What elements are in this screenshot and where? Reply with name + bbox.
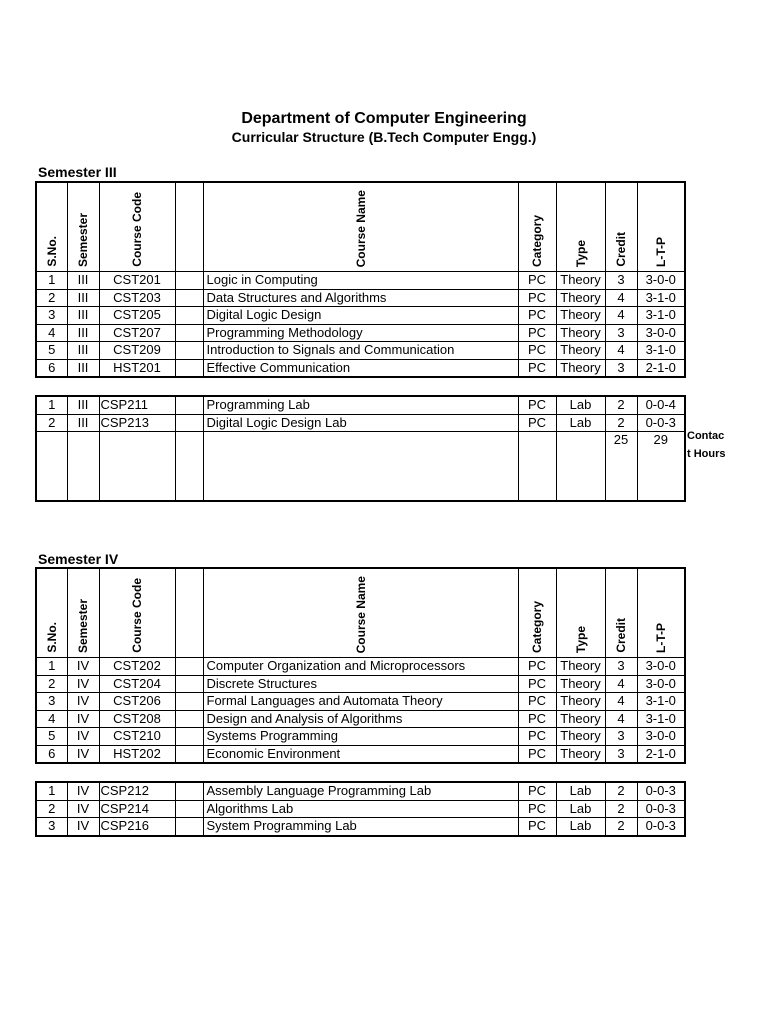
cell-sno: 6 bbox=[36, 359, 67, 377]
cell-semester: III bbox=[67, 359, 99, 377]
cell-credit: 4 bbox=[605, 342, 637, 360]
header-sno: S.No. bbox=[44, 622, 59, 653]
cell-course-name: Programming Lab bbox=[203, 396, 518, 414]
cell-blank bbox=[175, 396, 203, 414]
header-type: Type bbox=[573, 239, 588, 267]
cell-semester: IV bbox=[67, 728, 99, 746]
cell-semester: IV bbox=[67, 745, 99, 763]
table-row bbox=[36, 800, 685, 818]
cell-category: PC bbox=[518, 414, 556, 432]
cell-course-name: Discrete Structures bbox=[203, 675, 518, 693]
header-category: Category bbox=[530, 214, 544, 267]
cell-semester: III bbox=[67, 342, 99, 360]
cell-ltp: 2-1-0 bbox=[637, 745, 685, 763]
cell-credit: 3 bbox=[605, 324, 637, 342]
cell-category: PC bbox=[518, 324, 556, 342]
cell-sno: 1 bbox=[36, 396, 67, 414]
cell-course-code: CSP216 bbox=[99, 818, 175, 836]
cell-credit: 2 bbox=[605, 396, 637, 414]
cell-course-name: Systems Programming bbox=[203, 728, 518, 746]
cell-course-name: Assembly Language Programming Lab bbox=[203, 782, 518, 800]
cell-course-code: CSP213 bbox=[99, 414, 175, 432]
cell-course-name: Data Structures and Algorithms bbox=[203, 289, 518, 307]
cell-semester: IV bbox=[67, 693, 99, 711]
cell-course-name: Programming Methodology bbox=[203, 324, 518, 342]
cell-course-code: CST203 bbox=[99, 289, 175, 307]
cell-type: Lab bbox=[556, 818, 605, 836]
cell-type: Theory bbox=[556, 289, 605, 307]
cell-course-code: CST201 bbox=[99, 272, 175, 290]
cell-type: Theory bbox=[556, 272, 605, 290]
cell-course-name: Effective Communication bbox=[203, 359, 518, 377]
cell-sno: 3 bbox=[36, 818, 67, 836]
cell-course-name: Computer Organization and Microprocessors bbox=[203, 658, 518, 676]
table-row bbox=[36, 342, 685, 360]
cell-category: PC bbox=[518, 359, 556, 377]
header-credit: Credit bbox=[614, 232, 628, 267]
cell-credit: 3 bbox=[605, 728, 637, 746]
cell-blank bbox=[175, 272, 203, 290]
header-sno: S.No. bbox=[44, 236, 59, 267]
table-row bbox=[36, 359, 685, 377]
cell-type: Theory bbox=[556, 359, 605, 377]
cell-course-code: CSP212 bbox=[99, 782, 175, 800]
cell-course-code: CSP211 bbox=[99, 396, 175, 414]
cell-course-code: CST205 bbox=[99, 307, 175, 325]
table-row bbox=[36, 658, 685, 676]
cell-ltp: 3-1-0 bbox=[637, 307, 685, 325]
cell-sno: 6 bbox=[36, 745, 67, 763]
table-row bbox=[36, 675, 685, 693]
cell-credit: 4 bbox=[605, 307, 637, 325]
cell-ltp: 2-1-0 bbox=[637, 359, 685, 377]
cell-blank bbox=[175, 675, 203, 693]
cell-semester: III bbox=[67, 324, 99, 342]
cell-credit: 4 bbox=[605, 710, 637, 728]
semester-iii-label: Semester III bbox=[38, 164, 117, 180]
cell-ltp: 3-1-0 bbox=[637, 342, 685, 360]
cell-blank bbox=[175, 658, 203, 676]
semester-iii-lab-table bbox=[35, 395, 686, 502]
table-row bbox=[36, 272, 685, 290]
header-course-name: Course Name bbox=[353, 189, 368, 267]
table-row bbox=[36, 745, 685, 763]
cell-category: PC bbox=[518, 728, 556, 746]
cell-course-name: Logic in Computing bbox=[203, 272, 518, 290]
cell-type: Theory bbox=[556, 675, 605, 693]
contact-hours-note: Contact Hours bbox=[687, 430, 726, 460]
header-credit: Credit bbox=[614, 618, 628, 653]
cell-type: Theory bbox=[556, 710, 605, 728]
cell-course-code: CST209 bbox=[99, 342, 175, 360]
cell-category: PC bbox=[518, 289, 556, 307]
cell-type: Lab bbox=[556, 414, 605, 432]
cell-type: Theory bbox=[556, 342, 605, 360]
cell-sno: 1 bbox=[36, 782, 67, 800]
cell-ltp: 3-0-0 bbox=[637, 272, 685, 290]
cell-course-name: Economic Environment bbox=[203, 745, 518, 763]
cell-blank bbox=[175, 782, 203, 800]
header-course-code: Course Code bbox=[130, 578, 144, 653]
totals-row bbox=[36, 432, 685, 502]
cell-category: PC bbox=[518, 272, 556, 290]
cell-ltp: 3-1-0 bbox=[637, 710, 685, 728]
cell-ltp: 3-0-0 bbox=[637, 728, 685, 746]
cell-blank bbox=[175, 324, 203, 342]
cell-semester: IV bbox=[67, 818, 99, 836]
header-semester: Semester bbox=[76, 598, 90, 653]
cell-sno: 3 bbox=[36, 307, 67, 325]
cell-semester: III bbox=[67, 414, 99, 432]
cell-course-name: Introduction to Signals and Communication bbox=[203, 342, 518, 360]
cell-category: PC bbox=[518, 800, 556, 818]
table-row bbox=[36, 782, 685, 800]
cell-ltp: 0-0-3 bbox=[637, 818, 685, 836]
cell-credit: 3 bbox=[605, 745, 637, 763]
cell-semester: III bbox=[67, 272, 99, 290]
header-ltp: L-T-P bbox=[653, 237, 668, 267]
cell-category: PC bbox=[518, 342, 556, 360]
cell-sno: 2 bbox=[36, 414, 67, 432]
table-row bbox=[36, 307, 685, 325]
header-blank bbox=[175, 568, 203, 658]
cell-course-code: CST202 bbox=[99, 658, 175, 676]
cell-type: Lab bbox=[556, 782, 605, 800]
cell-category: PC bbox=[518, 396, 556, 414]
cell-sno: 5 bbox=[36, 728, 67, 746]
cell-course-name: Design and Analysis of Algorithms bbox=[203, 710, 518, 728]
cell-semester: III bbox=[67, 396, 99, 414]
semester-iv-label: Semester IV bbox=[38, 551, 119, 567]
cell-ltp: 3-1-0 bbox=[637, 693, 685, 711]
cell-type: Theory bbox=[556, 307, 605, 325]
cell-sno: 1 bbox=[36, 658, 67, 676]
cell-credit: 2 bbox=[605, 782, 637, 800]
semester-iii-theory-table bbox=[35, 181, 686, 378]
cell-type: Lab bbox=[556, 800, 605, 818]
table-header-row bbox=[36, 568, 685, 658]
cell-course-code: CST207 bbox=[99, 324, 175, 342]
cell-type: Theory bbox=[556, 728, 605, 746]
total-credit: 25 bbox=[605, 432, 637, 502]
table-row bbox=[36, 693, 685, 711]
page-title: Department of Computer Engineering bbox=[241, 110, 527, 127]
cell-ltp: 3-0-0 bbox=[637, 324, 685, 342]
cell-blank bbox=[175, 359, 203, 377]
cell-blank bbox=[175, 728, 203, 746]
cell-blank bbox=[175, 800, 203, 818]
cell-course-name: Digital Logic Design bbox=[203, 307, 518, 325]
cell-sno: 2 bbox=[36, 675, 67, 693]
cell-blank bbox=[175, 307, 203, 325]
table-header-row bbox=[36, 182, 685, 272]
cell-ltp: 0-0-4 bbox=[637, 396, 685, 414]
cell-sno: 4 bbox=[36, 324, 67, 342]
table-row bbox=[36, 414, 685, 432]
cell-credit: 3 bbox=[605, 359, 637, 377]
cell-blank bbox=[175, 745, 203, 763]
cell-credit: 2 bbox=[605, 818, 637, 836]
cell-sno: 2 bbox=[36, 800, 67, 818]
cell-course-code: CST208 bbox=[99, 710, 175, 728]
cell-type: Theory bbox=[556, 658, 605, 676]
cell-sno: 3 bbox=[36, 693, 67, 711]
cell-sno: 5 bbox=[36, 342, 67, 360]
cell-semester: IV bbox=[67, 658, 99, 676]
page-subtitle: Curricular Structure (B.Tech Computer Engg.) bbox=[231, 129, 537, 145]
cell-blank bbox=[175, 818, 203, 836]
header-semester: Semester bbox=[76, 212, 90, 267]
cell-course-code: HST202 bbox=[99, 745, 175, 763]
cell-type: Theory bbox=[556, 745, 605, 763]
cell-category: PC bbox=[518, 307, 556, 325]
semester-iv-lab-table bbox=[35, 781, 686, 837]
cell-sno: 1 bbox=[36, 272, 67, 290]
cell-category: PC bbox=[518, 658, 556, 676]
header-type: Type bbox=[573, 625, 588, 653]
header-ltp: L-T-P bbox=[653, 623, 668, 653]
cell-credit: 3 bbox=[605, 272, 637, 290]
cell-course-code: CST210 bbox=[99, 728, 175, 746]
cell-ltp: 3-0-0 bbox=[637, 658, 685, 676]
table-row bbox=[36, 289, 685, 307]
table-row bbox=[36, 728, 685, 746]
cell-semester: IV bbox=[67, 800, 99, 818]
total-contact-hours: 29 bbox=[637, 432, 685, 502]
header-category: Category bbox=[530, 600, 544, 653]
cell-ltp: 0-0-3 bbox=[637, 800, 685, 818]
cell-blank bbox=[175, 414, 203, 432]
cell-course-code: CST204 bbox=[99, 675, 175, 693]
cell-course-name: System Programming Lab bbox=[203, 818, 518, 836]
cell-category: PC bbox=[518, 745, 556, 763]
cell-ltp: 3-0-0 bbox=[637, 675, 685, 693]
cell-credit: 4 bbox=[605, 693, 637, 711]
cell-blank bbox=[175, 289, 203, 307]
cell-category: PC bbox=[518, 675, 556, 693]
cell-category: PC bbox=[518, 710, 556, 728]
cell-course-code: CST206 bbox=[99, 693, 175, 711]
cell-category: PC bbox=[518, 818, 556, 836]
cell-blank bbox=[175, 710, 203, 728]
cell-course-code: HST201 bbox=[99, 359, 175, 377]
header-course-name: Course Name bbox=[353, 575, 368, 653]
cell-blank bbox=[175, 342, 203, 360]
header-course-code: Course Code bbox=[130, 192, 144, 267]
cell-category: PC bbox=[518, 782, 556, 800]
cell-type: Lab bbox=[556, 396, 605, 414]
cell-semester: III bbox=[67, 289, 99, 307]
cell-semester: III bbox=[67, 307, 99, 325]
cell-sno: 4 bbox=[36, 710, 67, 728]
semester-iv-theory-table bbox=[35, 567, 686, 764]
cell-ltp: 0-0-3 bbox=[637, 414, 685, 432]
table-row bbox=[36, 396, 685, 414]
cell-course-name: Algorithms Lab bbox=[203, 800, 518, 818]
cell-ltp: 3-1-0 bbox=[637, 289, 685, 307]
table-row bbox=[36, 324, 685, 342]
cell-credit: 3 bbox=[605, 658, 637, 676]
cell-category: PC bbox=[518, 693, 556, 711]
table-row bbox=[36, 818, 685, 836]
cell-course-name: Formal Languages and Automata Theory bbox=[203, 693, 518, 711]
cell-credit: 2 bbox=[605, 800, 637, 818]
header-blank bbox=[175, 182, 203, 272]
cell-sno: 2 bbox=[36, 289, 67, 307]
cell-type: Theory bbox=[556, 693, 605, 711]
cell-semester: IV bbox=[67, 782, 99, 800]
cell-blank bbox=[175, 693, 203, 711]
cell-semester: IV bbox=[67, 675, 99, 693]
cell-credit: 4 bbox=[605, 289, 637, 307]
cell-semester: IV bbox=[67, 710, 99, 728]
cell-credit: 4 bbox=[605, 675, 637, 693]
cell-course-name: Digital Logic Design Lab bbox=[203, 414, 518, 432]
cell-course-code: CSP214 bbox=[99, 800, 175, 818]
cell-ltp: 0-0-3 bbox=[637, 782, 685, 800]
table-row bbox=[36, 710, 685, 728]
cell-credit: 2 bbox=[605, 414, 637, 432]
cell-type: Theory bbox=[556, 324, 605, 342]
